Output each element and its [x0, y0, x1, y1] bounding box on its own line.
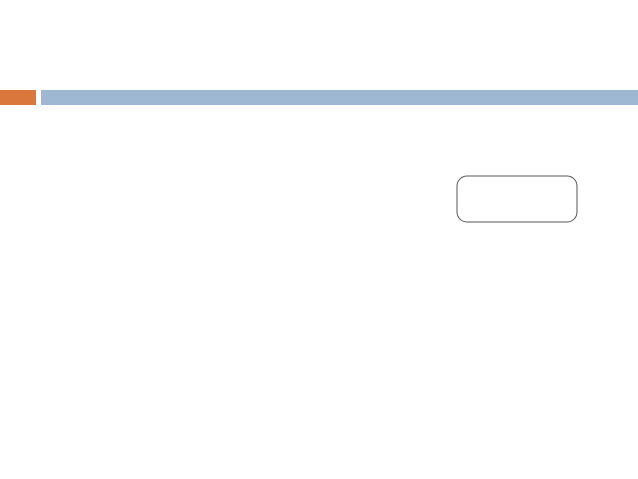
header-inverted [312, 200, 370, 212]
connector-shell [457, 176, 577, 222]
header-register-bit [244, 200, 312, 212]
table-header-row [50, 200, 370, 212]
db25-connector-diagram [449, 154, 583, 228]
header-signal-name [120, 200, 188, 212]
header-direction [188, 200, 244, 212]
pin-table [50, 200, 370, 212]
title-accent-bar [41, 90, 638, 105]
header-pin-number [50, 200, 120, 212]
title-accent-square [0, 90, 36, 105]
